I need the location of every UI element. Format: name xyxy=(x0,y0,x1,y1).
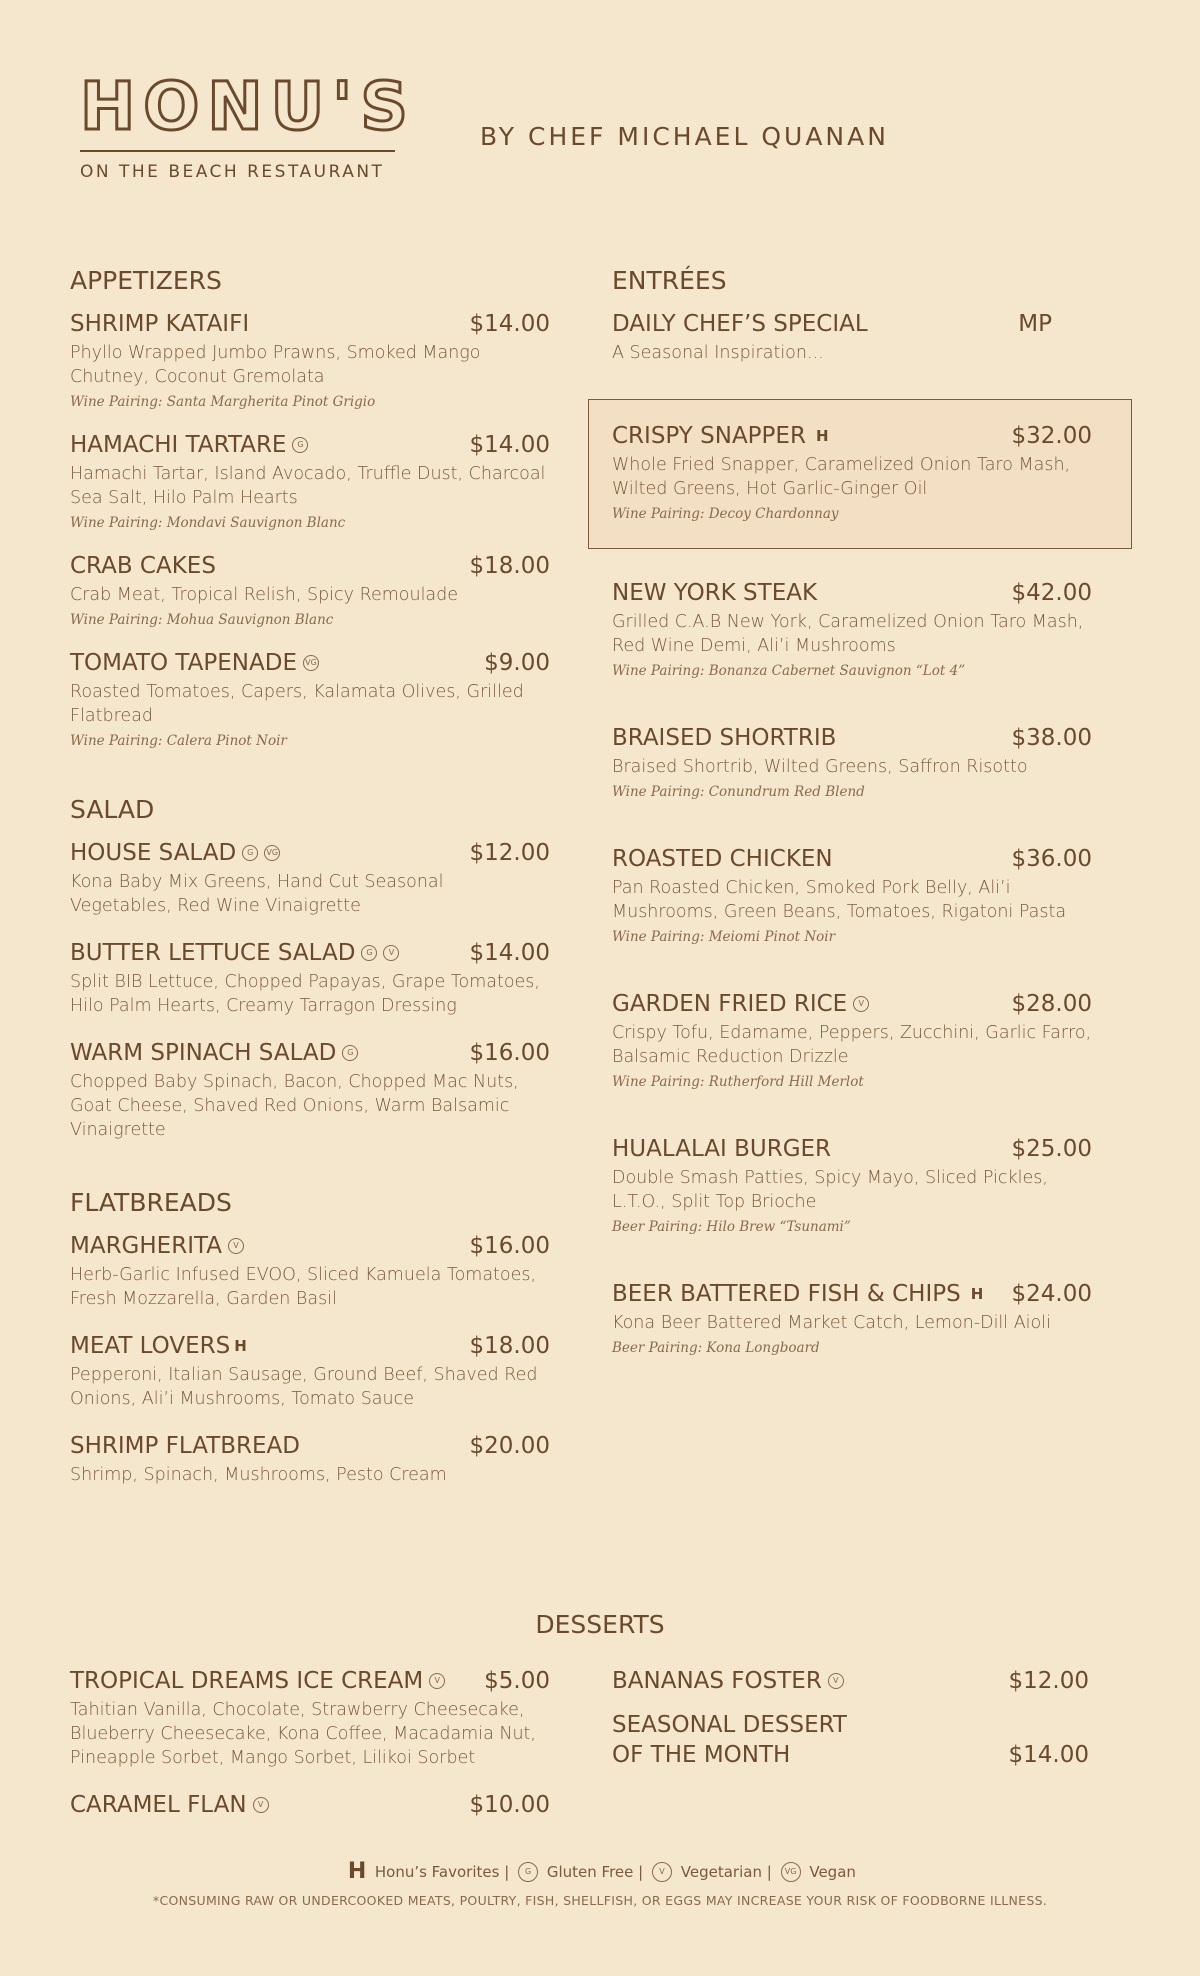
item-name: BEER BATTERED FISH & CHIPS xyxy=(612,1281,961,1307)
dietary-legend xyxy=(0,1859,1200,1884)
logo-divider xyxy=(80,150,395,152)
item-pairing: Beer Pairing: Hilo Brew “Tsunami” xyxy=(612,1219,851,1235)
menu-item xyxy=(70,1790,550,1820)
menu-item xyxy=(612,1710,1092,1770)
item-price: $42.00 xyxy=(1011,580,1092,606)
legend-separator: | xyxy=(638,1863,644,1881)
item-description: Braised Shortrib, Wilted Greens, Saffron Risotto xyxy=(612,757,1028,777)
item-price: $20.00 xyxy=(469,1433,550,1459)
item-description: Chopped Baby Spinach, Bacon, Chopped Mac Nuts, Goat Cheese, Shaved Red Onions, Warm Balsamic Vinaigrette xyxy=(70,1072,519,1140)
item-price: $9.00 xyxy=(484,650,550,676)
item-price: $14.00 xyxy=(469,311,550,337)
item-pairing: Wine Pairing: Decoy Chardonnay xyxy=(612,506,839,522)
item-price: $24.00 xyxy=(1011,1281,1092,1307)
gluten-free-icon: G xyxy=(242,845,258,861)
gluten-free-icon: G xyxy=(342,1045,358,1061)
item-name: CRAB CAKES xyxy=(70,553,216,579)
chef-credit: BY CHEF MICHAEL QUANAN xyxy=(480,122,889,151)
item-price: $5.00 xyxy=(484,1668,550,1694)
legend-favorites: Honu’s Favorites xyxy=(374,1863,500,1881)
item-price: MP xyxy=(1018,311,1052,337)
item-description: Tahitian Vanilla, Chocolate, Strawberry Cheesecake, Blueberry Cheesecake, Kona Coffee, Macadamia Nut, Pineapple Sorbet, Mango Sorbet, Lilikoi Sorbet xyxy=(70,1700,536,1768)
item-name: ROASTED CHICKEN xyxy=(612,846,833,872)
gluten-free-icon: G xyxy=(518,1862,538,1882)
menu-item xyxy=(70,1431,550,1487)
vegetarian-icon: V xyxy=(383,945,399,961)
item-name: TROPICAL DREAMS ICE CREAM xyxy=(70,1668,424,1694)
item-description: Phyllo Wrapped Jumbo Prawns, Smoked Mango Chutney, Coconut Gremolata xyxy=(70,343,481,387)
item-description: Pan Roasted Chicken, Smoked Pork Belly, Ali’i Mushrooms, Green Beans, Tomatoes, Rigatoni Pasta xyxy=(612,878,1067,922)
section-title-appetizers: APPETIZERS xyxy=(70,266,222,295)
menu-item xyxy=(70,838,550,918)
item-price: $32.00 xyxy=(1011,423,1092,449)
menu-item xyxy=(612,1134,1092,1235)
legend-vegetarian: Vegetarian xyxy=(680,1863,762,1881)
item-description: Split BIB Lettuce, Chopped Papayas, Grape Tomatoes, Hilo Palm Hearts, Creamy Tarragon Dressing xyxy=(70,972,540,1016)
legend-separator: | xyxy=(766,1863,772,1881)
honus-favorite-icon: H xyxy=(347,1859,367,1884)
item-name: BANANAS FOSTER xyxy=(612,1668,822,1694)
honus-favorite-icon: H xyxy=(815,426,829,445)
vegetarian-icon: V xyxy=(853,996,869,1012)
food-safety-disclaimer: *CONSUMING RAW OR UNDERCOOKED MEATS, POULTRY, FISH, SHELLFISH, OR EGGS MAY INCREASE YOUR RISK OF FOODBORNE ILLNESS. xyxy=(152,1893,1048,1908)
logo-title: HONU'S xyxy=(80,68,416,145)
item-pairing: Wine Pairing: Santa Margherita Pinot Grigio xyxy=(70,394,376,410)
item-description: Crispy Tofu, Edamame, Peppers, Zucchini, Garlic Farro, Balsamic Reduction Drizzle xyxy=(612,1023,1092,1067)
desserts-right-column xyxy=(612,1666,1092,1790)
item-price: $38.00 xyxy=(1011,725,1092,751)
item-price: $36.00 xyxy=(1011,846,1092,872)
vegetarian-icon: V xyxy=(828,1673,844,1689)
menu-item xyxy=(612,421,1092,522)
menu-item xyxy=(612,844,1092,945)
menu-item xyxy=(70,1331,550,1411)
menu-item xyxy=(612,1666,1092,1696)
item-name: GARDEN FRIED RICE xyxy=(612,991,848,1017)
item-pairing: Wine Pairing: Bonanza Cabernet Sauvignon “Lot 4” xyxy=(612,663,966,679)
section-title-desserts: DESSERTS xyxy=(535,1610,665,1639)
item-price: $12.00 xyxy=(1008,1668,1089,1694)
item-name: NEW YORK STEAK xyxy=(612,580,818,606)
item-name: CARAMEL FLAN xyxy=(70,1792,247,1818)
legend-gluten-free: Gluten Free xyxy=(546,1863,634,1881)
item-price: $25.00 xyxy=(1011,1136,1092,1162)
menu-item xyxy=(70,551,550,628)
item-price: $18.00 xyxy=(469,1333,550,1359)
item-name: DAILY CHEF’S SPECIAL xyxy=(612,311,868,337)
item-price: $14.00 xyxy=(469,940,550,966)
vegetarian-icon: V xyxy=(253,1797,269,1813)
item-price: $16.00 xyxy=(469,1040,550,1066)
vegetarian-icon: V xyxy=(228,1238,244,1254)
gluten-free-icon: G xyxy=(361,945,377,961)
section-title-flatbreads: FLATBREADS xyxy=(70,1188,232,1217)
menu-item xyxy=(612,1279,1092,1356)
item-description: Hamachi Tartar, Island Avocado, Truffle Dust, Charcoal Sea Salt, Hilo Palm Hearts xyxy=(70,464,546,508)
item-description: Whole Fried Snapper, Caramelized Onion Taro Mash, Wilted Greens, Hot Garlic-Ginger Oil xyxy=(612,455,1071,499)
item-name: BRAISED SHORTRIB xyxy=(612,725,837,751)
item-name: BUTTER LETTUCE SALAD xyxy=(70,940,356,966)
legend-vegan: Vegan xyxy=(809,1863,856,1881)
item-pairing: Wine Pairing: Rutherford Hill Merlot xyxy=(612,1074,864,1090)
item-name: TOMATO TAPENADE xyxy=(70,650,297,676)
item-price: $18.00 xyxy=(469,553,550,579)
item-name-line2: OF THE MONTH xyxy=(612,1742,791,1768)
item-description: Roasted Tomatoes, Capers, Kalamata Olives, Grilled Flatbread xyxy=(70,682,524,726)
right-column xyxy=(612,266,1092,1376)
honus-favorite-icon: H xyxy=(234,1336,247,1355)
menu-item xyxy=(612,309,1092,365)
vegan-icon: VG xyxy=(781,1862,801,1882)
vegetarian-icon: V xyxy=(652,1862,672,1882)
item-description: Herb-Garlic Infused EVOO, Sliced Kamuela Tomatoes, Fresh Mozzarella, Garden Basil xyxy=(70,1265,537,1309)
item-name: MARGHERITA xyxy=(70,1233,222,1259)
section-title-salad: SALAD xyxy=(70,795,155,824)
item-description: Shrimp, Spinach, Mushrooms, Pesto Cream xyxy=(70,1465,447,1485)
item-name: SHRIMP KATAIFI xyxy=(70,311,250,337)
item-price: $14.00 xyxy=(1008,1742,1089,1768)
item-name: WARM SPINACH SALAD xyxy=(70,1040,337,1066)
item-description: Double Smash Patties, Spicy Mayo, Sliced Pickles, L.T.O., Split Top Brioche xyxy=(612,1168,1048,1212)
item-price: $14.00 xyxy=(469,432,550,458)
item-name: HAMACHI TARTARE xyxy=(70,432,287,458)
item-description: Crab Meat, Tropical Relish, Spicy Remoulade xyxy=(70,585,459,605)
legend-separator: | xyxy=(504,1863,510,1881)
item-name: MEAT LOVERS xyxy=(70,1333,231,1359)
item-name: SHRIMP FLATBREAD xyxy=(70,1433,300,1459)
item-name: HOUSE SALAD xyxy=(70,840,237,866)
item-description: Grilled C.A.B New York, Caramelized Onion Taro Mash, Red Wine Demi, Ali’i Mushrooms xyxy=(612,612,1084,656)
menu-item xyxy=(612,578,1092,679)
vegan-icon: VG xyxy=(303,655,319,671)
item-name: CRISPY SNAPPER xyxy=(612,423,806,449)
desserts-left-column xyxy=(70,1666,550,1840)
menu-item xyxy=(70,938,550,1018)
menu-item xyxy=(612,723,1092,800)
menu-item xyxy=(70,1666,550,1770)
item-name: HUALALAI BURGER xyxy=(612,1136,832,1162)
item-description: Kona Baby Mix Greens, Hand Cut Seasonal Vegetables, Red Wine Vinaigrette xyxy=(70,872,444,916)
item-pairing: Wine Pairing: Calera Pinot Noir xyxy=(70,733,287,749)
menu-item xyxy=(612,989,1092,1090)
menu-item xyxy=(70,1038,550,1142)
vegan-icon: VG xyxy=(264,845,280,861)
logo-subtitle: ON THE BEACH RESTAURANT xyxy=(80,161,385,182)
left-column xyxy=(70,266,550,1507)
restaurant-logo xyxy=(80,68,416,182)
item-price: $10.00 xyxy=(469,1792,550,1818)
gluten-free-icon: G xyxy=(292,437,308,453)
menu-item xyxy=(70,1231,550,1311)
honus-favorite-icon: H xyxy=(970,1284,984,1303)
item-pairing: Wine Pairing: Mondavi Sauvignon Blanc xyxy=(70,515,346,531)
item-price: $12.00 xyxy=(469,840,550,866)
item-price: $16.00 xyxy=(469,1233,550,1259)
menu-item xyxy=(70,648,550,749)
item-pairing: Wine Pairing: Meiomi Pinot Noir xyxy=(612,929,836,945)
menu-item xyxy=(70,430,550,531)
item-pairing: Beer Pairing: Kona Longboard xyxy=(612,1340,820,1356)
item-pairing: Wine Pairing: Conundrum Red Blend xyxy=(612,784,865,800)
item-description: Pepperoni, Italian Sausage, Ground Beef, Shaved Red Onions, Ali’i Mushrooms, Tomato Sauce xyxy=(70,1365,538,1409)
menu-item xyxy=(70,309,550,410)
item-pairing: Wine Pairing: Mohua Sauvignon Blanc xyxy=(70,612,334,628)
item-price: $28.00 xyxy=(1011,991,1092,1017)
vegetarian-icon: V xyxy=(429,1673,445,1689)
section-title-entrees: ENTRÉES xyxy=(612,266,727,295)
item-description: Kona Beer Battered Market Catch, Lemon-Dill Aioli xyxy=(612,1313,1051,1333)
item-name: SEASONAL DESSERT xyxy=(612,1712,847,1738)
item-description: A Seasonal Inspiration... xyxy=(612,343,824,363)
